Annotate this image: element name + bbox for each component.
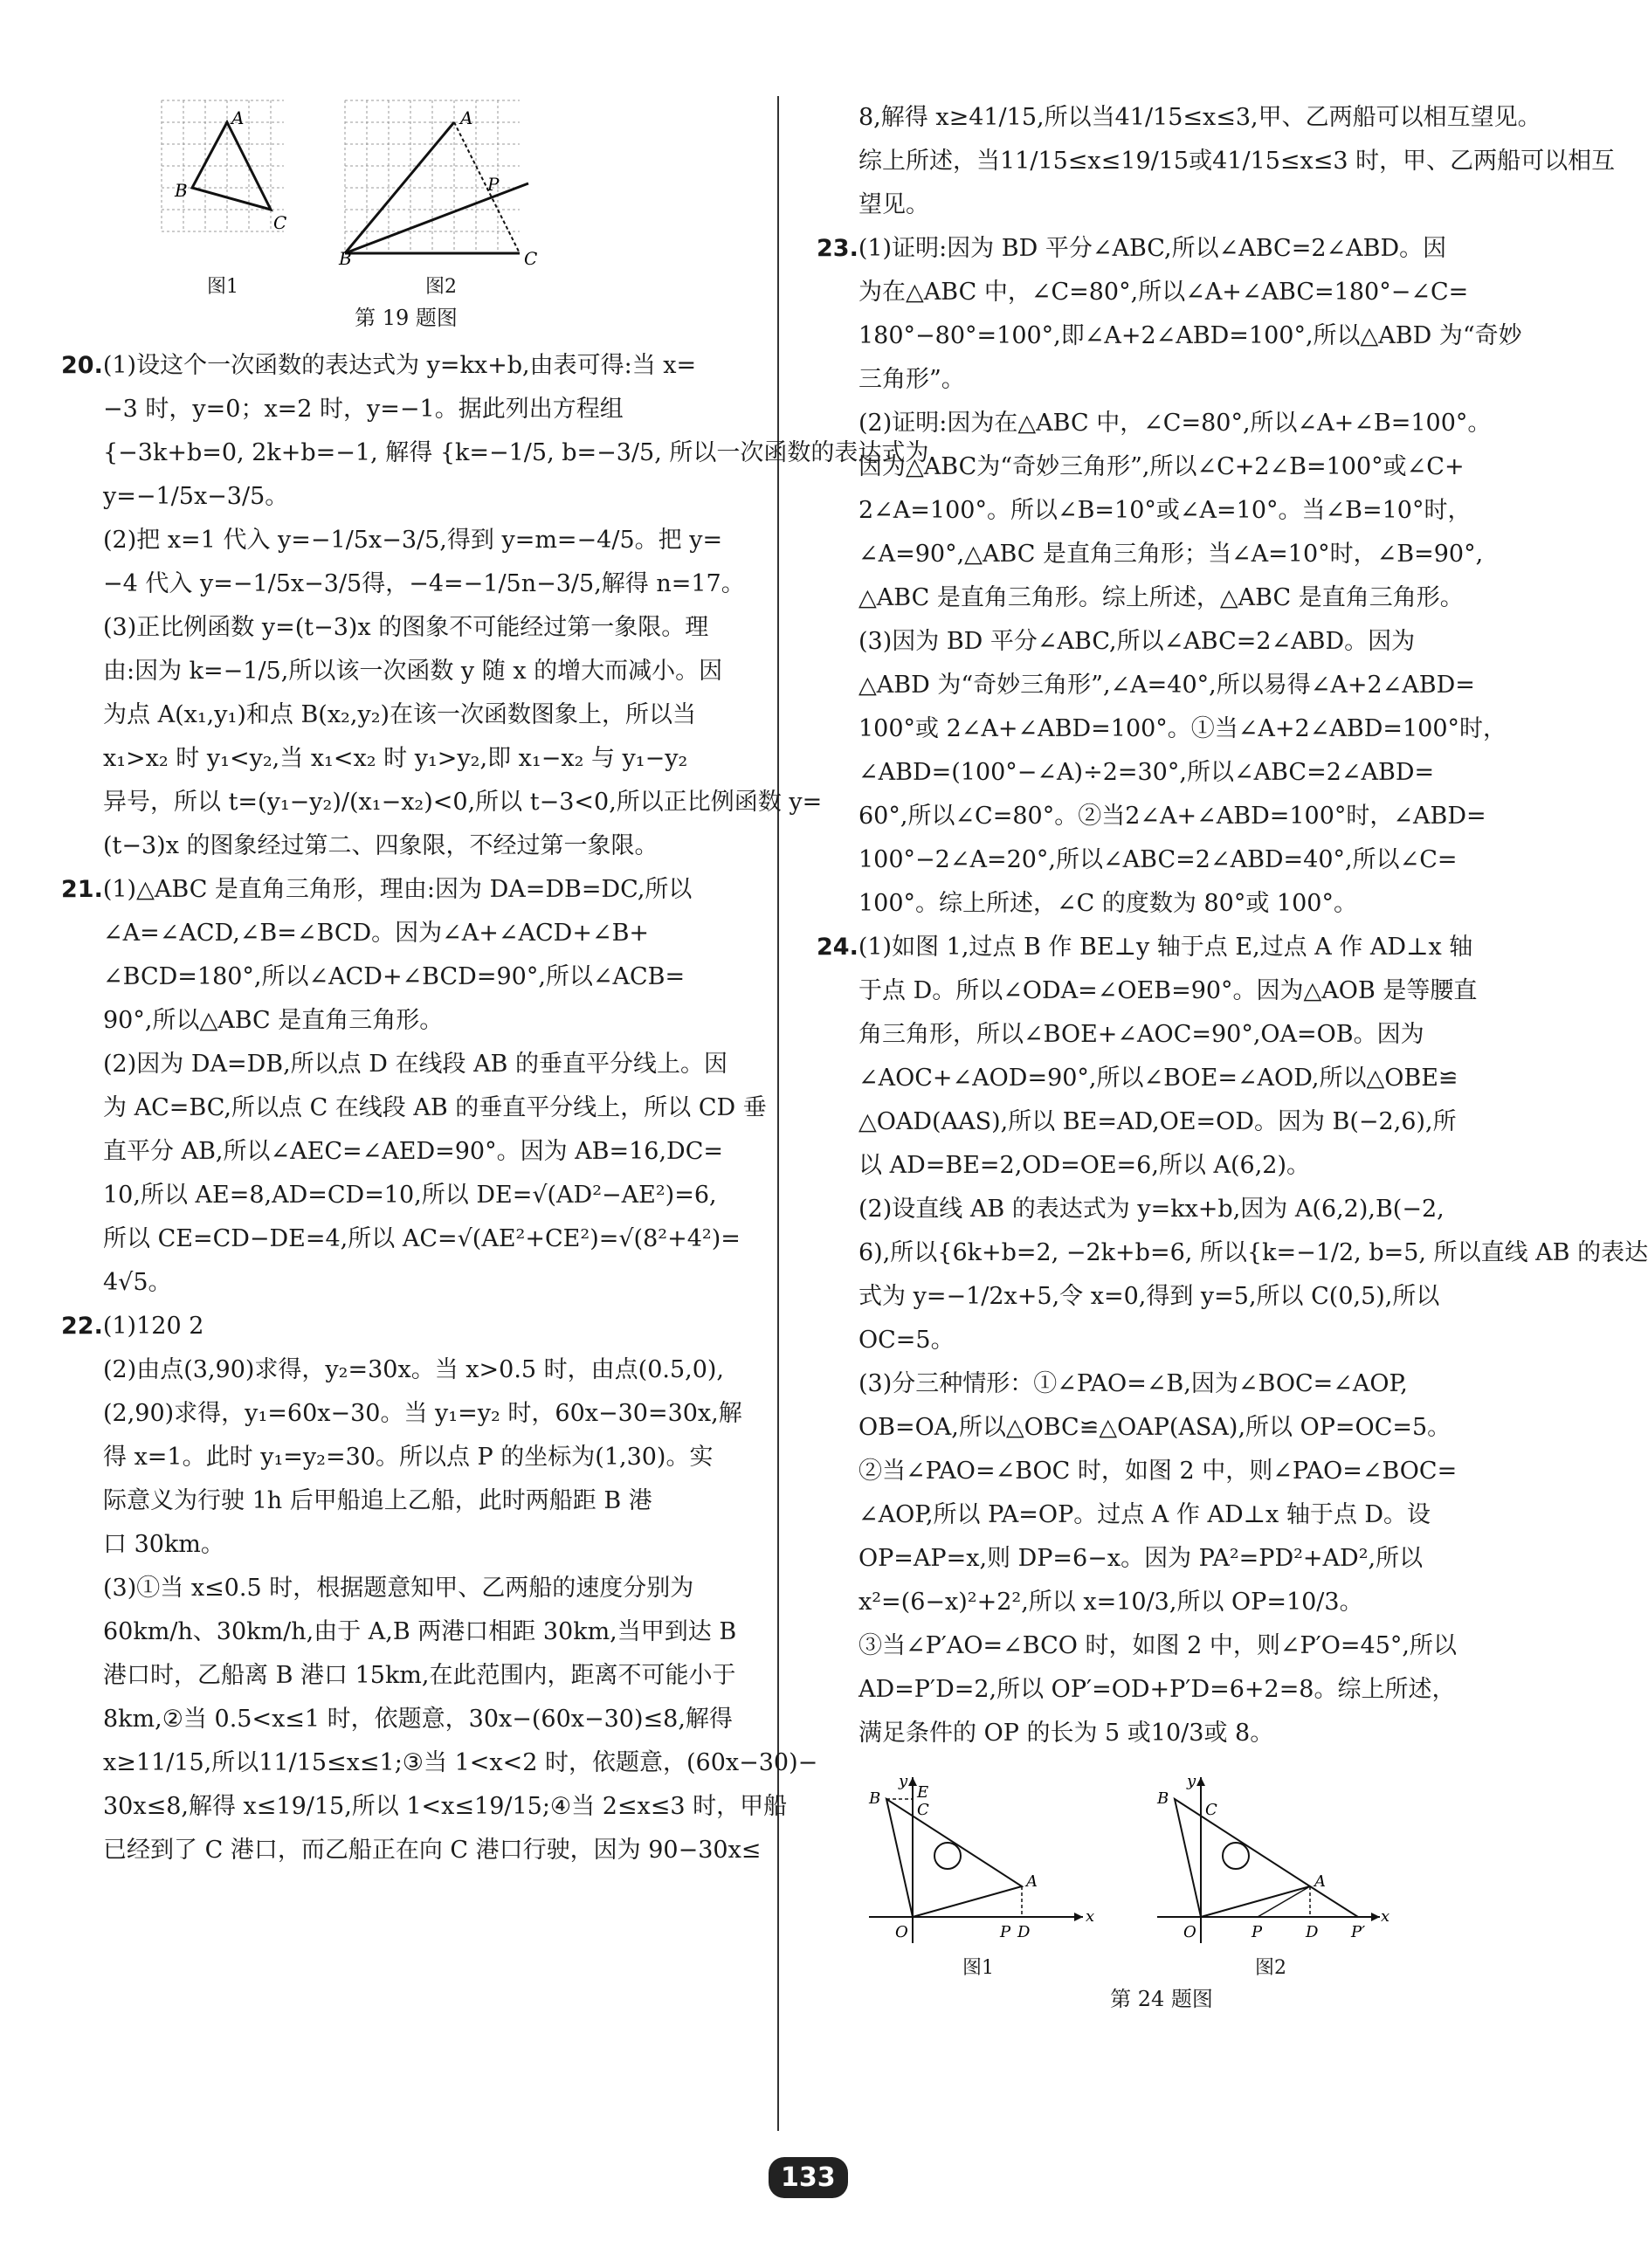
text-line <box>61 999 751 1043</box>
line-text: 100°。综上所述，∠C 的度数为 80°或 100°。 <box>858 890 1357 917</box>
text-line <box>817 140 1616 183</box>
line-text: 4√5。 <box>103 1269 172 1296</box>
text-line <box>61 1130 751 1174</box>
line-text: {−3k+b=0, 2k+b=−1, 解得 {k=−1/5, b=−3/5, 所以一次函数的表达式为 <box>103 439 929 466</box>
text-line <box>817 751 1507 795</box>
f24-2-x: x <box>1381 1907 1390 1926</box>
f19-2-B: B <box>339 248 352 269</box>
f19-1-B: B <box>175 180 188 201</box>
fig24-caption: 第 24 题图 <box>1110 1987 1213 2011</box>
text-line <box>817 838 1507 882</box>
line-text: ③当∠P′AO=∠BCO 时，如图 2 中，则∠P′O=45°,所以 <box>858 1632 1457 1659</box>
f24-1-A: A <box>1026 1872 1038 1891</box>
line-text: 60km/h、30km/h,由于 A,B 两港口相距 30km,当甲到达 B <box>103 1618 737 1645</box>
line-text: (2)因为 DA=DB,所以点 D 在线段 AB 的垂直平分线上。因 <box>103 1051 727 1078</box>
line-text: 以 AD=BE=2,OD=OE=6,所以 A(6,2)。 <box>858 1152 1311 1179</box>
text-line <box>61 737 751 781</box>
text-line <box>61 824 751 868</box>
line-text: 港口时，乙船离 B 港口 15km,在此范围内，距离不可能小于 <box>103 1662 736 1689</box>
f24-2-y: y <box>1187 1772 1196 1790</box>
text-line <box>817 1231 1648 1275</box>
line-text: (3)①当 x≤0.5 时，根据题意知甲、乙两船的速度分别为 <box>103 1575 694 1602</box>
text-line <box>817 882 1507 926</box>
line-text: 90°,所以△ABC 是直角三角形。 <box>103 1007 444 1034</box>
line-text: △OAD(AAS),所以 BE=AD,OE=OD。因为 B(−2,6),所 <box>858 1108 1457 1135</box>
f24-2-D: D <box>1306 1923 1319 1941</box>
line-text: 10,所以 AE=8,AD=CD=10,所以 DE=√(AD²−AE²)=6, <box>103 1182 717 1209</box>
line-text: y=−1/5x−3/5。 <box>103 483 289 510</box>
line-text: 8km,②当 0.5<x≤1 时，依题意，30x−(60x−30)≤8,解得 <box>103 1706 733 1733</box>
text-line <box>61 1305 751 1348</box>
line-text: (3)因为 BD 平分∠ABC,所以∠ABC=2∠ABD。因为 <box>858 628 1416 655</box>
text-line <box>61 781 823 824</box>
text-line <box>817 969 1507 1013</box>
text-line <box>817 1712 1507 1755</box>
text-line <box>817 664 1507 707</box>
question-number: 21. <box>61 876 103 903</box>
line-text: 所以 CE=CD−DE=4,所以 AC=√(AE²+CE²)=√(8²+4²)= <box>103 1225 741 1252</box>
text-line <box>817 1362 1507 1406</box>
line-text: 于点 D。所以∠ODA=∠OEB=90°。因为△AOB 是等腰直 <box>858 977 1478 1004</box>
f24-1-B: B <box>869 1789 881 1808</box>
line-text: (2)证明:因为在△ABC 中，∠C=80°,所以∠A+∠B=100°。 <box>858 410 1492 437</box>
line-text: (3)分三种情形：①∠PAO=∠B,因为∠BOC=∠AOP, <box>858 1370 1408 1397</box>
line-text: (1)设这个一次函数的表达式为 y=kx+b,由表可得:当 x= <box>102 352 697 379</box>
line-text: ∠BCD=180°,所以∠ACD+∠BCD=90°,所以∠ACB= <box>103 963 686 990</box>
f24-2-C: C <box>1205 1801 1217 1819</box>
text-line <box>61 1654 751 1698</box>
text-line <box>817 1581 1507 1624</box>
line-text: ∠A=90°,△ABC 是直角三角形；当∠A=10°时，∠B=90°, <box>858 541 1484 568</box>
f24-1-D: D <box>1017 1923 1031 1941</box>
line-text: 已经到了 C 港口，而乙船正在向 C 港口行驶，因为 90−30x≤ <box>103 1837 762 1864</box>
text-line <box>61 1523 751 1567</box>
line-text: 6),所以{6k+b=2, −2k+b=6, 所以{k=−1/2, b=5, 所以直线 AB 的表达 <box>858 1239 1648 1266</box>
text-line <box>817 271 1507 314</box>
text-line <box>61 868 751 912</box>
text-line <box>61 1698 751 1741</box>
text-line <box>61 1261 751 1305</box>
f24-2-Pprime: P′ <box>1351 1923 1366 1941</box>
line-text: 满足条件的 OP 的长为 5 或10/3或 8。 <box>858 1720 1274 1747</box>
text-line <box>61 388 751 431</box>
line-text: 三角形”。 <box>858 366 965 393</box>
text-line <box>61 475 751 519</box>
f24-2-B: B <box>1157 1789 1169 1808</box>
line-text: 得 x=1。此时 y₁=y₂=30。所以点 P 的坐标为(1,30)。实 <box>103 1444 714 1471</box>
fig24-label1: 图1 <box>962 1957 994 1979</box>
question-number: 23. <box>817 235 858 262</box>
f24-1-P: P <box>1000 1923 1011 1941</box>
f24-2-O: O <box>1183 1923 1196 1941</box>
fig24-2 <box>1148 1773 1393 1982</box>
text-line <box>817 533 1507 576</box>
fig19-1 <box>157 96 288 300</box>
line-text: ∠AOP,所以 PA=OP。过点 A 作 AD⊥x 轴于点 D。设 <box>858 1501 1431 1528</box>
right-text <box>817 96 1648 1755</box>
text-line <box>817 1537 1507 1581</box>
text-line <box>61 1479 751 1523</box>
fig19-label1: 图1 <box>207 276 238 298</box>
fig24-label2: 图2 <box>1255 1957 1286 1979</box>
line-text: ②当∠PAO=∠BOC 时，如图 2 中，则∠PAO=∠BOC= <box>858 1458 1458 1485</box>
text-line <box>817 1144 1507 1188</box>
line-text: 为在△ABC 中，∠C=80°,所以∠A+∠ABC=180°−∠C= <box>858 279 1469 306</box>
text-line <box>61 1436 751 1479</box>
text-line <box>817 1450 1507 1493</box>
text-line <box>817 227 1507 271</box>
line-text: AD=P′D=2,所以 OP′=OD+P′D=6+2=8。综上所述， <box>858 1676 1456 1703</box>
text-line <box>61 1567 751 1610</box>
f24-1-y: y <box>899 1772 908 1790</box>
text-line <box>61 912 751 955</box>
line-text: 180°−80°=100°,即∠A+2∠ABD=100°,所以△ABD 为“奇妙 <box>858 322 1522 349</box>
line-text: 由:因为 k=−1/5,所以该一次函数 y 随 x 的增大而减小。因 <box>103 658 723 685</box>
text-line <box>817 926 1507 969</box>
text-line <box>61 1392 751 1436</box>
line-text: 因为△ABC为“奇妙三角形”,所以∠C+2∠B=100°或∠C+ <box>858 453 1465 480</box>
text-line <box>61 955 751 999</box>
fig24-1 <box>860 1773 1096 1982</box>
text-line <box>817 1319 1507 1362</box>
line-text: 60°,所以∠C=80°。②当2∠A+∠ABD=100°时，∠ABD= <box>858 803 1486 830</box>
text-line <box>817 1013 1507 1057</box>
text-line <box>817 1624 1507 1668</box>
f24-1-O: O <box>895 1923 908 1941</box>
line-text: (1)证明:因为 BD 平分∠ABC,所以∠ABC=2∠ABD。因 <box>858 235 1447 262</box>
question-number: 24. <box>817 934 858 961</box>
text-line <box>817 402 1507 445</box>
question-number: 22. <box>61 1313 103 1340</box>
text-line <box>817 358 1507 402</box>
fig19-caption: 第 19 题图 <box>355 306 458 330</box>
f24-2-P: P <box>1252 1923 1263 1941</box>
page-number: 133 <box>769 2157 848 2198</box>
f19-2-P: P <box>487 174 500 195</box>
text-line <box>817 1275 1507 1319</box>
right-column <box>817 96 1648 2025</box>
line-text: 2∠A=100°。所以∠B=10°或∠A=10°。当∠B=10°时， <box>858 497 1472 524</box>
text-line <box>817 1406 1507 1450</box>
text-line <box>61 1829 762 1872</box>
line-text: 直平分 AB,所以∠AEC=∠AED=90°。因为 AB=16,DC= <box>103 1138 723 1165</box>
line-text: (2)把 x=1 代入 y=−1/5x−3/5,得到 y=m=−4/5。把 y= <box>103 527 723 554</box>
text-line <box>61 1348 751 1392</box>
text-line <box>61 1174 751 1217</box>
line-text: ∠ABD=(100°−∠A)÷2=30°,所以∠ABC=2∠ABD= <box>858 759 1435 786</box>
line-text: (1)△ABC 是直角三角形，理由:因为 DA=DB=DC,所以 <box>102 876 693 903</box>
line-text: 口 30km。 <box>103 1531 224 1558</box>
line-text: (3)正比例函数 y=(t−3)x 的图象不可能经过第一象限。理 <box>103 614 709 641</box>
text-line <box>61 1043 751 1086</box>
line-text: 8,解得 x≥41/15,所以当41/15≤x≤3,甲、乙两船可以相互望见。 <box>858 104 1541 131</box>
fig24-row <box>817 1773 1507 1982</box>
line-text: OC=5。 <box>858 1327 955 1354</box>
fig19-label2: 图2 <box>425 276 457 298</box>
line-text: (2)设直线 AB 的表达式为 y=kx+b,因为 A(6,2),B(−2, <box>858 1196 1445 1223</box>
f24-1-C: C <box>917 1801 929 1819</box>
text-line <box>817 1493 1507 1537</box>
f19-2-A: A <box>460 107 473 128</box>
line-text: 100°−2∠A=20°,所以∠ABC=2∠ABD=40°,所以∠C= <box>858 846 1458 873</box>
line-text: △ABC 是直角三角形。综上所述，△ABC 是直角三角形。 <box>858 584 1464 611</box>
text-line <box>817 1100 1507 1144</box>
text-line <box>61 606 751 650</box>
line-text: (t−3)x 的图象经过第二、四象限，不经过第一象限。 <box>103 832 659 859</box>
line-text: −4 代入 y=−1/5x−3/5得，−4=−1/5n−3/5,解得 n=17。 <box>103 570 745 597</box>
line-text: ∠A=∠ACD,∠B=∠BCD。因为∠A+∠ACD+∠B+ <box>103 920 650 947</box>
f19-2-C: C <box>524 248 538 269</box>
line-text: 式为 y=−1/2x+5,令 x=0,得到 y=5,所以 C(0,5),所以 <box>858 1283 1440 1310</box>
line-text: 为点 A(x₁,y₁)和点 B(x₂,y₂)在该一次函数图象上，所以当 <box>103 701 697 728</box>
line-text: (2)由点(3,90)求得，y₂=30x。当 x>0.5 时，由点(0.5,0), <box>103 1356 725 1383</box>
text-line <box>61 519 751 562</box>
line-text: (2,90)求得，y₁=60x−30。当 y₁=y₂ 时，60x−30=30x,解 <box>103 1400 742 1427</box>
f24-1-E: E <box>917 1783 929 1802</box>
line-text: x²=(6−x)²+2²,所以 x=10/3,所以 OP=10/3。 <box>858 1589 1363 1616</box>
line-text: △ABD 为“奇妙三角形”,∠A=40°,所以易得∠A+2∠ABD= <box>858 672 1475 699</box>
text-line <box>817 707 1507 751</box>
f24-1-x: x <box>1086 1907 1095 1926</box>
fig19-2-grid <box>339 96 541 269</box>
line-text: OP=AP=x,则 DP=6−x。因为 PA²=PD²+AD²,所以 <box>858 1545 1424 1572</box>
text-line <box>817 489 1507 533</box>
fig24-1-diagram <box>860 1773 1096 1947</box>
line-text: x≥11/15,所以11/15≤x≤1;③当 1<x<2 时，依题意，(60x−30)− <box>103 1749 818 1776</box>
line-text: −3 时，y=0；x=2 时，y=−1。据此列出方程组 <box>103 396 624 423</box>
text-line <box>61 650 751 693</box>
text-line <box>817 795 1507 838</box>
line-text: OB=OA,所以△OBC≌△OAP(ASA),所以 OP=OC=5。 <box>858 1414 1451 1441</box>
line-text: 综上所述，当11/15≤x≤19/15或41/15≤x≤3 时，甲、乙两船可以相互 <box>858 148 1616 175</box>
text-line <box>817 1057 1507 1100</box>
text-line <box>817 314 1522 358</box>
f24-2-A: A <box>1314 1872 1326 1891</box>
text-line <box>817 1668 1507 1712</box>
line-text: 异号，所以 t=(y₁−y₂)/(x₁−x₂)<0,所以 t−3<0,所以正比例函数 y= <box>103 789 823 816</box>
fig19-1-grid <box>157 96 288 266</box>
text-line <box>61 1785 788 1829</box>
text-line <box>61 1086 767 1130</box>
text-line <box>61 693 751 737</box>
line-text: ∠AOC+∠AOD=90°,所以∠BOE=∠AOD,所以△OBE≌ <box>858 1065 1458 1092</box>
text-line <box>817 445 1507 489</box>
f19-1-A: A <box>231 107 245 128</box>
fig19-2 <box>341 96 541 300</box>
line-text: 30x≤8,解得 x≤19/15,所以 1<x≤19/15;④当 2≤x≤3 时，甲船 <box>103 1793 788 1820</box>
line-text: 际意义为行驶 1h 后甲船追上乙船，此时两船距 B 港 <box>103 1487 652 1514</box>
text-line <box>61 344 751 388</box>
f19-1-C: C <box>273 212 287 233</box>
line-text: (1)120 2 <box>102 1313 204 1340</box>
text-line <box>61 1610 751 1654</box>
text-line <box>817 620 1507 664</box>
text-line <box>61 1741 818 1785</box>
text-line <box>61 562 751 606</box>
line-text: 望见。 <box>858 191 929 218</box>
text-line <box>61 431 929 475</box>
fig24-2-diagram <box>1148 1773 1393 1947</box>
line-text: 100°或 2∠A+∠ABD=100°。①当∠A+2∠ABD=100°时， <box>858 715 1507 742</box>
text-line <box>817 96 1541 140</box>
line-text: 为 AC=BC,所以点 C 在线段 AB 的垂直平分线上，所以 CD 垂 <box>103 1094 767 1121</box>
line-text: 角三角形，所以∠BOE+∠AOC=90°,OA=OB。因为 <box>858 1021 1424 1048</box>
text-line <box>61 1217 751 1261</box>
line-text: x₁>x₂ 时 y₁<y₂,当 x₁<x₂ 时 y₁>y₂,即 x₁−x₂ 与 y₁−y₂ <box>103 745 688 772</box>
fig19-row <box>61 96 751 300</box>
text-line <box>817 576 1507 620</box>
text-line <box>817 1188 1507 1231</box>
text-line <box>817 183 1507 227</box>
line-text: (1)如图 1,过点 B 作 BE⊥y 轴于点 E,过点 A 作 AD⊥x 轴 <box>858 934 1473 961</box>
question-number: 20. <box>61 352 103 379</box>
